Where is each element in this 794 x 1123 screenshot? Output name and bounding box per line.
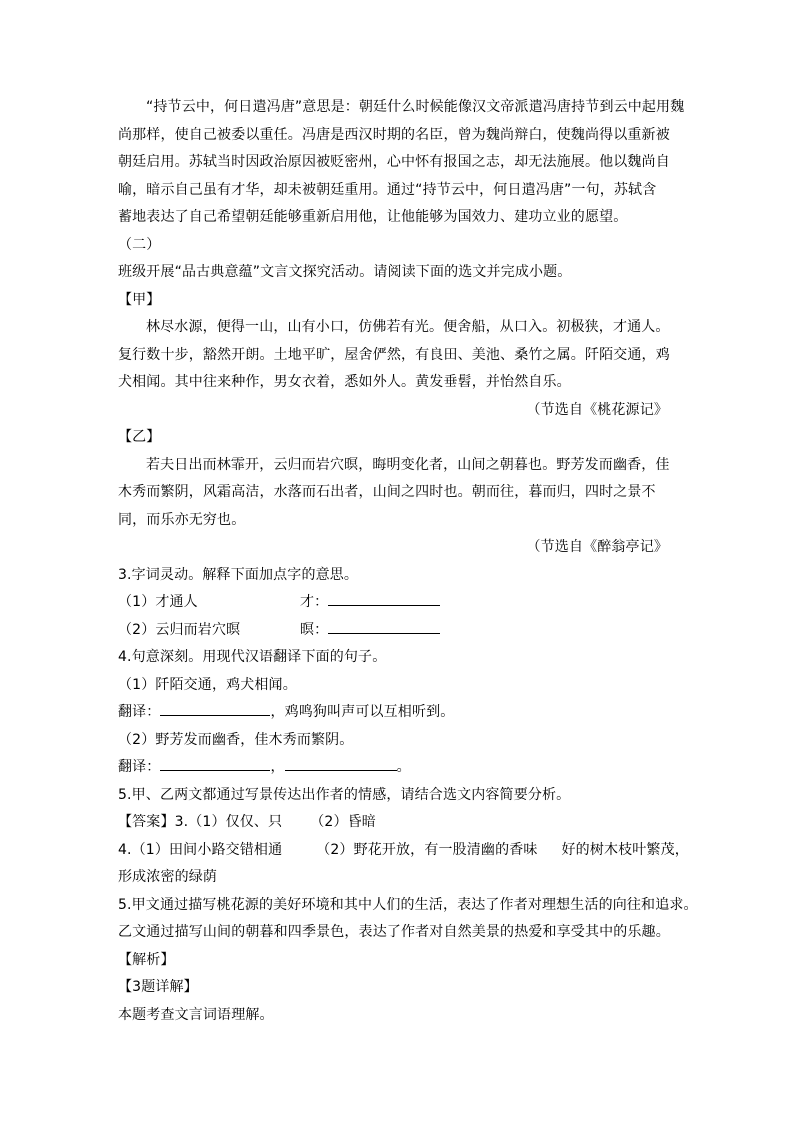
question-3-title: 3.字词灵动。解释下面加点字的意思。 xyxy=(118,566,359,583)
translation-line xyxy=(118,754,678,782)
item-text: （1）才通人 xyxy=(118,594,198,610)
answer-blank xyxy=(160,701,270,716)
passage-yi xyxy=(118,452,678,535)
question-4-item: （1）阡陌交通，鸡犬相闻。 xyxy=(118,676,297,693)
answer-4-2: （2）野花开放，有一股清幽的香味 xyxy=(316,841,538,858)
section-heading: （二） xyxy=(118,236,161,253)
passage-line: 复行数十步，豁然开朗。土地平旷，屋舍俨然，有良田、美池、桑竹之属。阡陌交通，鸡 xyxy=(118,346,670,363)
item-word: 才： xyxy=(300,594,329,610)
answer-3-1: 3.（1）仅仅、只 xyxy=(174,814,283,830)
translation-tail: ，鸡鸣狗叫声可以互相听到。 xyxy=(270,704,455,720)
answer-blank xyxy=(328,619,440,634)
intro-line: 蓄地表达了自己希望朝廷能够重新启用他，让他能够为国效力、建功立业的愿望。 xyxy=(118,209,628,225)
passage-line: 木秀而繁阴，风霜高洁，水落而石出者，山间之四时也。朝而往，暮而归，四时之景不 xyxy=(118,484,656,500)
question-5-title: 5.甲、乙两文都通过写景传达出作者的情感，请结合选文内容简要分析。 xyxy=(118,786,571,803)
comma: ， xyxy=(270,759,285,775)
answer-line: 乙文通过描写山间的朝暮和四季景色，表达了作者对自然美景的热爱和享受其中的乐趣。 xyxy=(118,924,670,940)
translation-label: 翻译： xyxy=(118,759,161,775)
answer-4-1: 4.（1）田间小路交错相通 xyxy=(118,841,283,858)
intro-line: 朝廷启用。苏轼当时因政治原因被贬密州，心中怀有报国之志，却无法施展。他以魏尚自 xyxy=(118,154,670,170)
passage-yi-label: 【乙】 xyxy=(118,429,161,445)
answer-blank xyxy=(285,756,397,771)
answer-line: 形成浓密的绿荫 xyxy=(118,869,218,885)
period: 。 xyxy=(396,759,411,775)
answer-blank xyxy=(328,591,440,606)
passage-jia-source: （节选自《桃花源记》 xyxy=(526,401,668,418)
question-4-item: （2）野芳发而幽香，佳木秀而繁阴。 xyxy=(118,731,354,748)
question-3-item xyxy=(118,589,678,617)
answer-blank xyxy=(160,756,270,771)
passage-line: 同，而乐亦无穷也。 xyxy=(118,511,246,528)
item-text: （2）云归而岩穴暝 xyxy=(118,621,241,638)
answer-4-3: 好的树木枝叶繁茂， xyxy=(561,841,689,858)
passage-yi-source: （节选自《醉翁亭记》 xyxy=(526,539,668,555)
intro-line: “持节云中，何日遣冯唐”意思是：朝廷什么时候能像汉文帝派遣冯唐持节到云中起用魏 xyxy=(146,99,685,115)
passage-line: 林尽水源，便得一山，山有小口，仿佛若有光。便舍船，从口入。初极狭，才通人。 xyxy=(146,319,670,335)
translation-line xyxy=(118,699,678,727)
intro-paragraph xyxy=(118,94,685,232)
answer-3-2: （2）昏暗 xyxy=(310,814,376,830)
question-3-item xyxy=(118,617,678,645)
analysis-label: 【解析】 xyxy=(118,951,175,968)
passage-jia xyxy=(118,314,678,397)
intro-line: 喻，暗示自己虽有才华，却未被朝廷重用。通过“持节云中，何日遣冯唐”一句，苏轼含 xyxy=(118,181,657,198)
passage-line: 若夫日出而林霏开，云归而岩穴暝，晦明变化者，山间之朝暮也。野芳发而幽香，佳 xyxy=(146,456,670,473)
analysis-text: 本题考查文言词语理解。 xyxy=(118,1006,274,1023)
document-page xyxy=(118,94,698,1029)
analysis-q3-heading: 【3题详解】 xyxy=(118,979,198,995)
question-4-title: 4.句意深刻。用现代汉语翻译下面的句子。 xyxy=(118,649,387,665)
intro-line: 尚那样，使自己被委以重任。冯唐是西汉时期的名臣，曾为魏尚辩白，使魏尚得以重新被 xyxy=(118,126,670,143)
activity-instruction: 班级开展“品古典意蕴”文言文探究活动。请阅读下面的选文并完成小题。 xyxy=(118,264,572,280)
answer-line xyxy=(118,837,689,865)
passage-jia-label: 【甲】 xyxy=(118,291,161,308)
answer-line xyxy=(118,809,678,837)
answer-label: 【答案】 xyxy=(118,814,175,830)
passage-line: 犬相闻。其中往来种作，男女衣着，悉如外人。黄发垂髫，并怡然自乐。 xyxy=(118,374,571,390)
translation-label: 翻译： xyxy=(118,704,161,720)
item-word: 暝： xyxy=(300,621,329,638)
answer-line: 5.甲文通过描写桃花源的美好环境和其中人们的生活，表达了作者对理想生活的向往和追求。 xyxy=(118,896,698,913)
